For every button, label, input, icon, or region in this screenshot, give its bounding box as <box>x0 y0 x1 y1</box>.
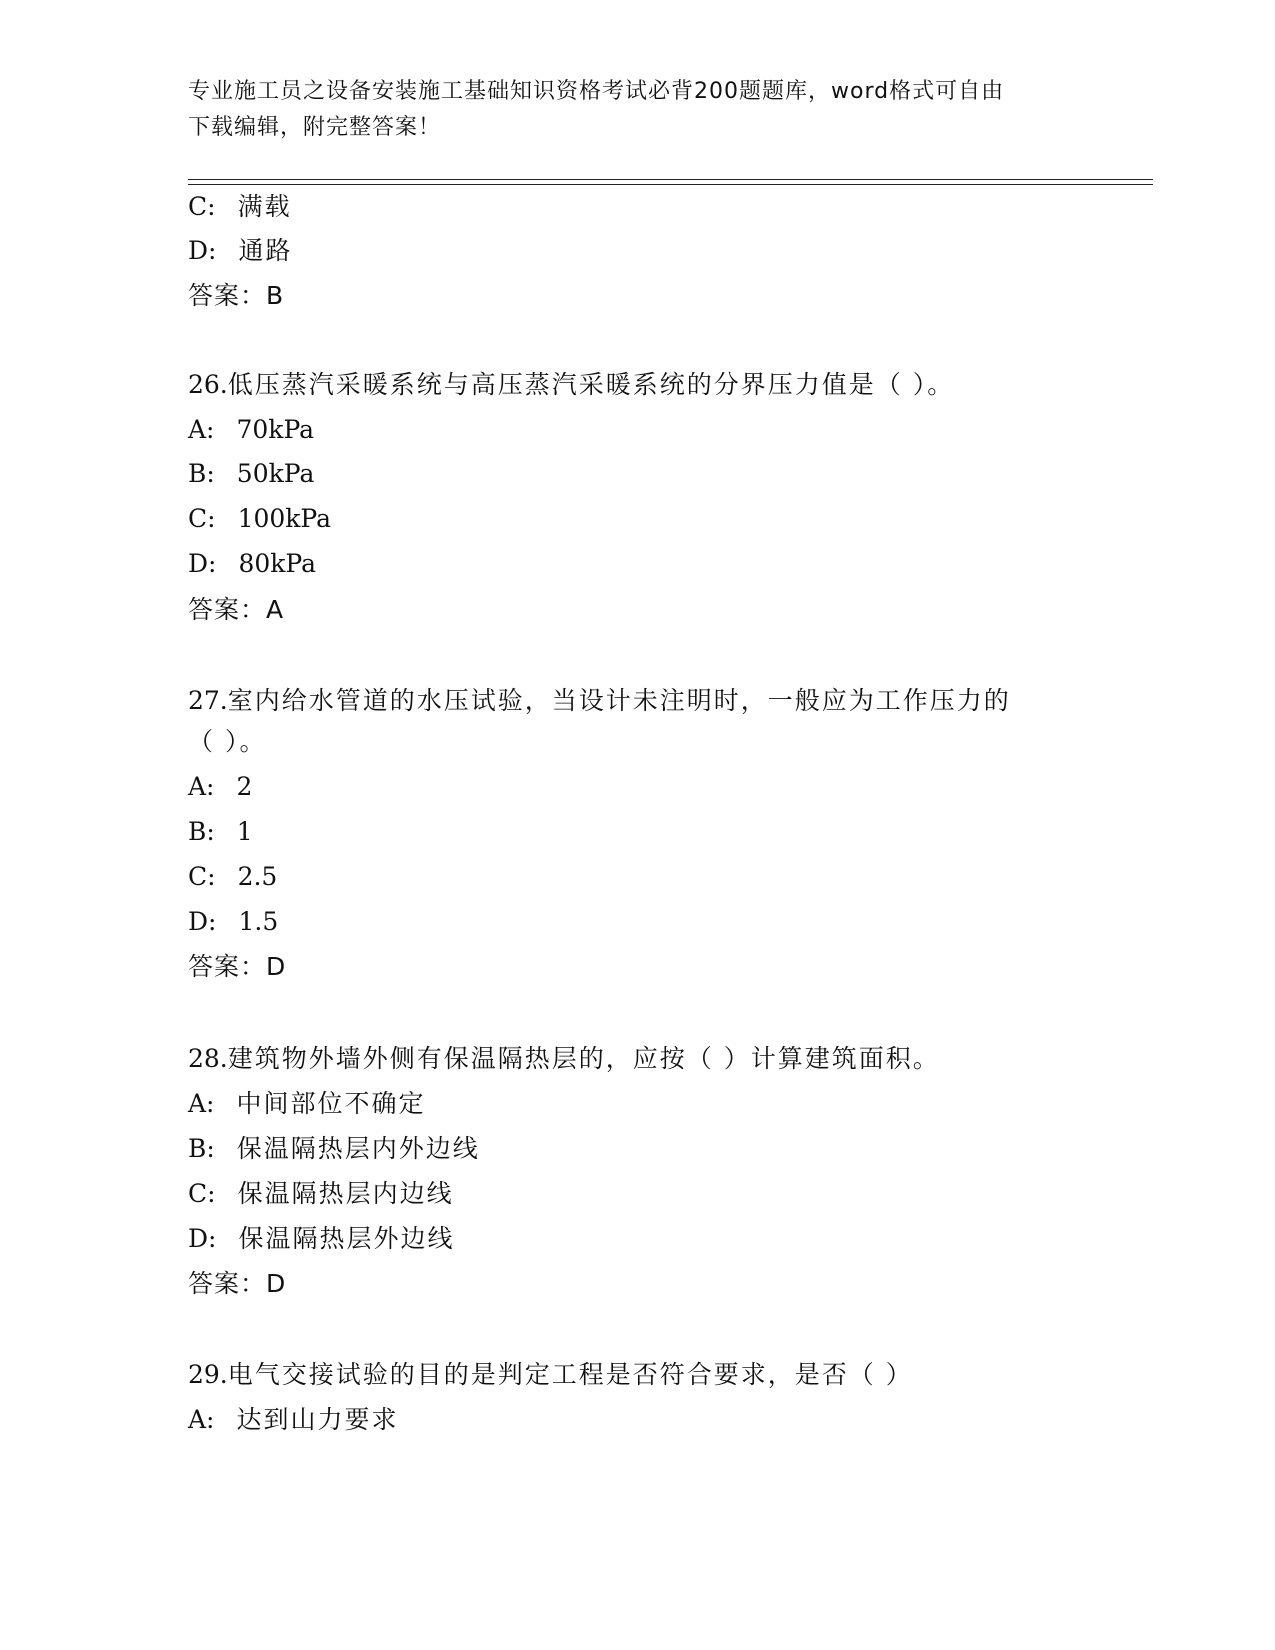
question-27-option-b <box>188 815 1088 849</box>
option-text: 保温隔热层内边线 <box>237 1179 454 1208</box>
question-number: 27. <box>188 686 228 715</box>
header-divider-top <box>188 179 1153 180</box>
option-label: C: <box>188 504 216 533</box>
option-label: B: <box>188 459 215 488</box>
option-text: 达到山力要求 <box>236 1405 399 1434</box>
document-header <box>188 74 1068 146</box>
option-text: 80kPa <box>238 549 317 578</box>
header-divider-bottom <box>188 184 1153 185</box>
option-label: D: <box>188 549 217 578</box>
prev-answer: 答案：B <box>188 281 285 310</box>
question-26-option-d <box>188 547 1088 581</box>
question-28-answer: 答案：D <box>188 1269 287 1298</box>
option-text: 2.5 <box>237 862 278 891</box>
option-text: 50kPa <box>236 459 315 488</box>
question-28-option-a <box>188 1087 1088 1121</box>
option-label: B: <box>188 817 215 846</box>
question-text: 低压蒸汽采暖系统与高压蒸汽采暖系统的分界压力值是（ ）。 <box>227 370 955 399</box>
option-text: 100kPa <box>237 504 332 533</box>
option-label: D: <box>188 236 217 265</box>
option-text: 1.5 <box>238 907 279 936</box>
question-26-option-a <box>188 413 1088 447</box>
option-label: A: <box>188 415 215 444</box>
question-27-option-a <box>188 770 1088 804</box>
option-label: B: <box>188 1134 215 1163</box>
question-number: 28. <box>188 1044 228 1073</box>
question-text: 电气交接试验的目的是判定工程是否符合要求，是否（ ） <box>227 1360 913 1389</box>
option-text: 通路 <box>238 236 293 265</box>
option-label: D: <box>188 1224 217 1253</box>
option-text: 保温隔热层外边线 <box>238 1224 455 1253</box>
option-text: 2 <box>236 772 253 801</box>
question-27-option-d <box>188 905 1088 939</box>
question-text: 建筑物外墙外侧有保温隔热层的，应按（ ）计算建筑面积。 <box>227 1044 940 1073</box>
question-28-option-c <box>188 1177 1088 1211</box>
question-text: 室内给水管道的水压试验，当设计未注明时，一般应为工作压力的 <box>227 686 1011 715</box>
option-text: 满载 <box>237 192 292 221</box>
question-27-option-c <box>188 860 1088 894</box>
option-label: A: <box>188 1405 215 1434</box>
question-26-option-b <box>188 457 1088 491</box>
option-text: 70kPa <box>236 415 315 444</box>
question-27-answer: 答案：D <box>188 952 287 981</box>
question-28-option-b <box>188 1132 1088 1166</box>
question-28-stem <box>188 1042 1088 1076</box>
header-line-2: 下载编辑，附完整答案！ <box>188 115 442 140</box>
option-label: C: <box>188 192 216 221</box>
option-text: 1 <box>236 817 253 846</box>
header-line-1: 专业施工员之设备安装施工基础知识资格考试必背200题题库，word格式可自由 <box>188 79 1005 104</box>
option-label: C: <box>188 1179 216 1208</box>
option-label: D: <box>188 907 217 936</box>
question-29-option-a <box>188 1403 1088 1437</box>
option-label: A: <box>188 772 215 801</box>
option-text: 中间部位不确定 <box>236 1089 426 1118</box>
question-27-stem <box>188 684 1088 718</box>
question-26-option-c <box>188 502 1088 536</box>
question-29-stem <box>188 1358 1088 1392</box>
option-label: A: <box>188 1089 215 1118</box>
question-26-stem <box>188 368 1088 402</box>
question-28-option-d <box>188 1222 1088 1256</box>
prev-option-d <box>188 234 1088 268</box>
question-26-answer: 答案：A <box>188 595 285 624</box>
prev-option-c <box>188 190 1088 224</box>
question-27-stem-continued: （ ）。 <box>188 727 267 756</box>
question-number: 29. <box>188 1360 228 1389</box>
option-text: 保温隔热层内外边线 <box>236 1134 480 1163</box>
option-label: C: <box>188 862 216 891</box>
question-number: 26. <box>188 370 228 399</box>
